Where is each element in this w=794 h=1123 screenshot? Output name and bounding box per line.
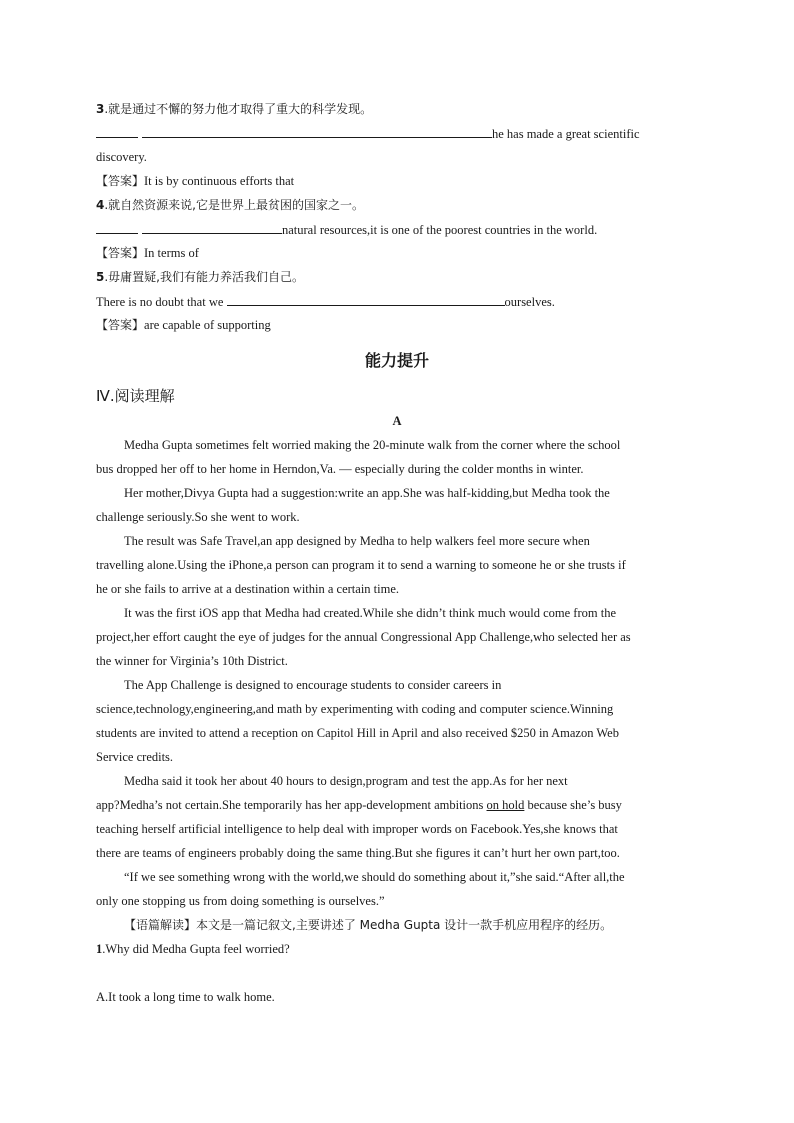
question-number: 4 (96, 198, 105, 212)
question-text: .毋庸置疑,我们有能力养活我们自己。 (104, 270, 304, 284)
passage-line: project,her effort caught the eye of judges for the annual Congressional App Challenge,who selected her as (96, 630, 631, 644)
answer-blank[interactable] (96, 125, 138, 138)
analysis-text: 本文是一篇记叙文,主要讲述了 Medha Gupta 设计一款手机应用程序的经历。 (196, 918, 613, 932)
answer-blank[interactable] (142, 125, 492, 138)
question-number: 3 (96, 102, 105, 116)
sentence-text: There is no doubt that we (96, 295, 227, 309)
passage-line: Medha said it took her about 40 hours to design,program and test the app.As for her next (124, 774, 568, 788)
reading-question-1 (96, 941, 290, 957)
question-text: .Why did Medha Gupta feel worried? (102, 942, 290, 956)
analysis-tag: 【语篇解读】 (124, 918, 197, 932)
question-3-blank-line (96, 125, 640, 142)
question-number: 1 (96, 942, 103, 956)
passage-line: students are invited to attend a reception on Capitol Hill in April and also received $250 in Amazon Web (96, 726, 619, 740)
sentence-text: natural resources,it is one of the poorest countries in the world. (282, 223, 598, 237)
passage-text: app?Medha’s not certain.She temporarily has her app-development ambitions (96, 798, 484, 812)
answer-text: are capable of supporting (144, 318, 271, 332)
question-3-answer (96, 173, 294, 189)
answer-tag: 【答案】 (96, 246, 145, 260)
passage-line: The App Challenge is designed to encourage students to consider careers in (124, 678, 502, 692)
underlined-phrase: on hold (486, 798, 525, 812)
answer-tag: 【答案】 (96, 174, 145, 188)
passage-line: It was the first iOS app that Medha had created.While she didn’t think much would come from the (124, 606, 617, 620)
sentence-text: he has made a great scientific (492, 127, 640, 141)
question-5-blank-line (96, 293, 555, 310)
sentence-text: ourselves. (504, 295, 555, 309)
question-5-answer (96, 317, 271, 333)
question-3-continuation: discovery. (96, 150, 147, 164)
question-number: 5 (96, 270, 105, 284)
passage-line: Medha Gupta sometimes felt worried making the 20-minute walk from the corner where the school (124, 438, 621, 452)
passage-line: he or she fails to arrive at a destination within a certain time. (96, 582, 400, 596)
answer-blank[interactable] (227, 293, 505, 306)
passage-line: teaching herself artificial intelligence to help deal with improper words on Facebook.Yes,she knows that (96, 822, 618, 836)
section-heading: 能力提升 (364, 351, 429, 370)
passage-line: challenge seriously.So she went to work. (96, 510, 300, 524)
passage-text: because she’s busy (527, 798, 622, 812)
question-4-answer (96, 245, 199, 261)
question-text: .就自然资源来说,它是世界上最贫困的国家之一。 (104, 198, 364, 212)
question-4-prompt (96, 197, 364, 213)
question-3-prompt (96, 101, 372, 117)
answer-text: It is by continuous efforts that (144, 174, 295, 188)
passage-line: only one stopping us from doing something is ourselves.” (96, 894, 385, 908)
passage-line: bus dropped her off to her home in Herndon,Va. — especially during the colder months in winter. (96, 462, 584, 476)
passage-line: “If we see something wrong with the world,we should do something about it,”she said.“After all,the (124, 870, 625, 884)
passage-label: A (392, 414, 402, 428)
passage-line: there are teams of engineers probably doing the same thing.But she figures it can’t hurt her own part,too. (96, 846, 620, 860)
passage-line (96, 797, 622, 813)
answer-text: In terms of (144, 246, 199, 260)
answer-blank[interactable] (142, 221, 282, 234)
question-text: .就是通过不懈的努力他才取得了重大的科学发现。 (104, 102, 373, 116)
option-a[interactable]: A.It took a long time to walk home. (96, 990, 275, 1004)
question-5-prompt (96, 269, 304, 285)
question-4-blank-line (96, 221, 597, 238)
section-label: Ⅳ.阅读理解 (96, 387, 175, 405)
passage-line: The result was Safe Travel,an app designed by Medha to help walkers feel more secure when (124, 534, 590, 548)
answer-blank[interactable] (96, 221, 138, 234)
passage-line: travelling alone.Using the iPhone,a person can program it to send a warning to someone he or she trusts if (96, 558, 626, 572)
passage-analysis (124, 917, 612, 933)
passage-line: science,technology,engineering,and math by experimenting with coding and computer science.Winning (96, 702, 614, 716)
passage-line: Service credits. (96, 750, 174, 764)
passage-line: Her mother,Divya Gupta had a suggestion:write an app.She was half-kidding,but Medha took the (124, 486, 610, 500)
passage-line: the winner for Virginia’s 10th District. (96, 654, 288, 668)
answer-tag: 【答案】 (96, 318, 145, 332)
